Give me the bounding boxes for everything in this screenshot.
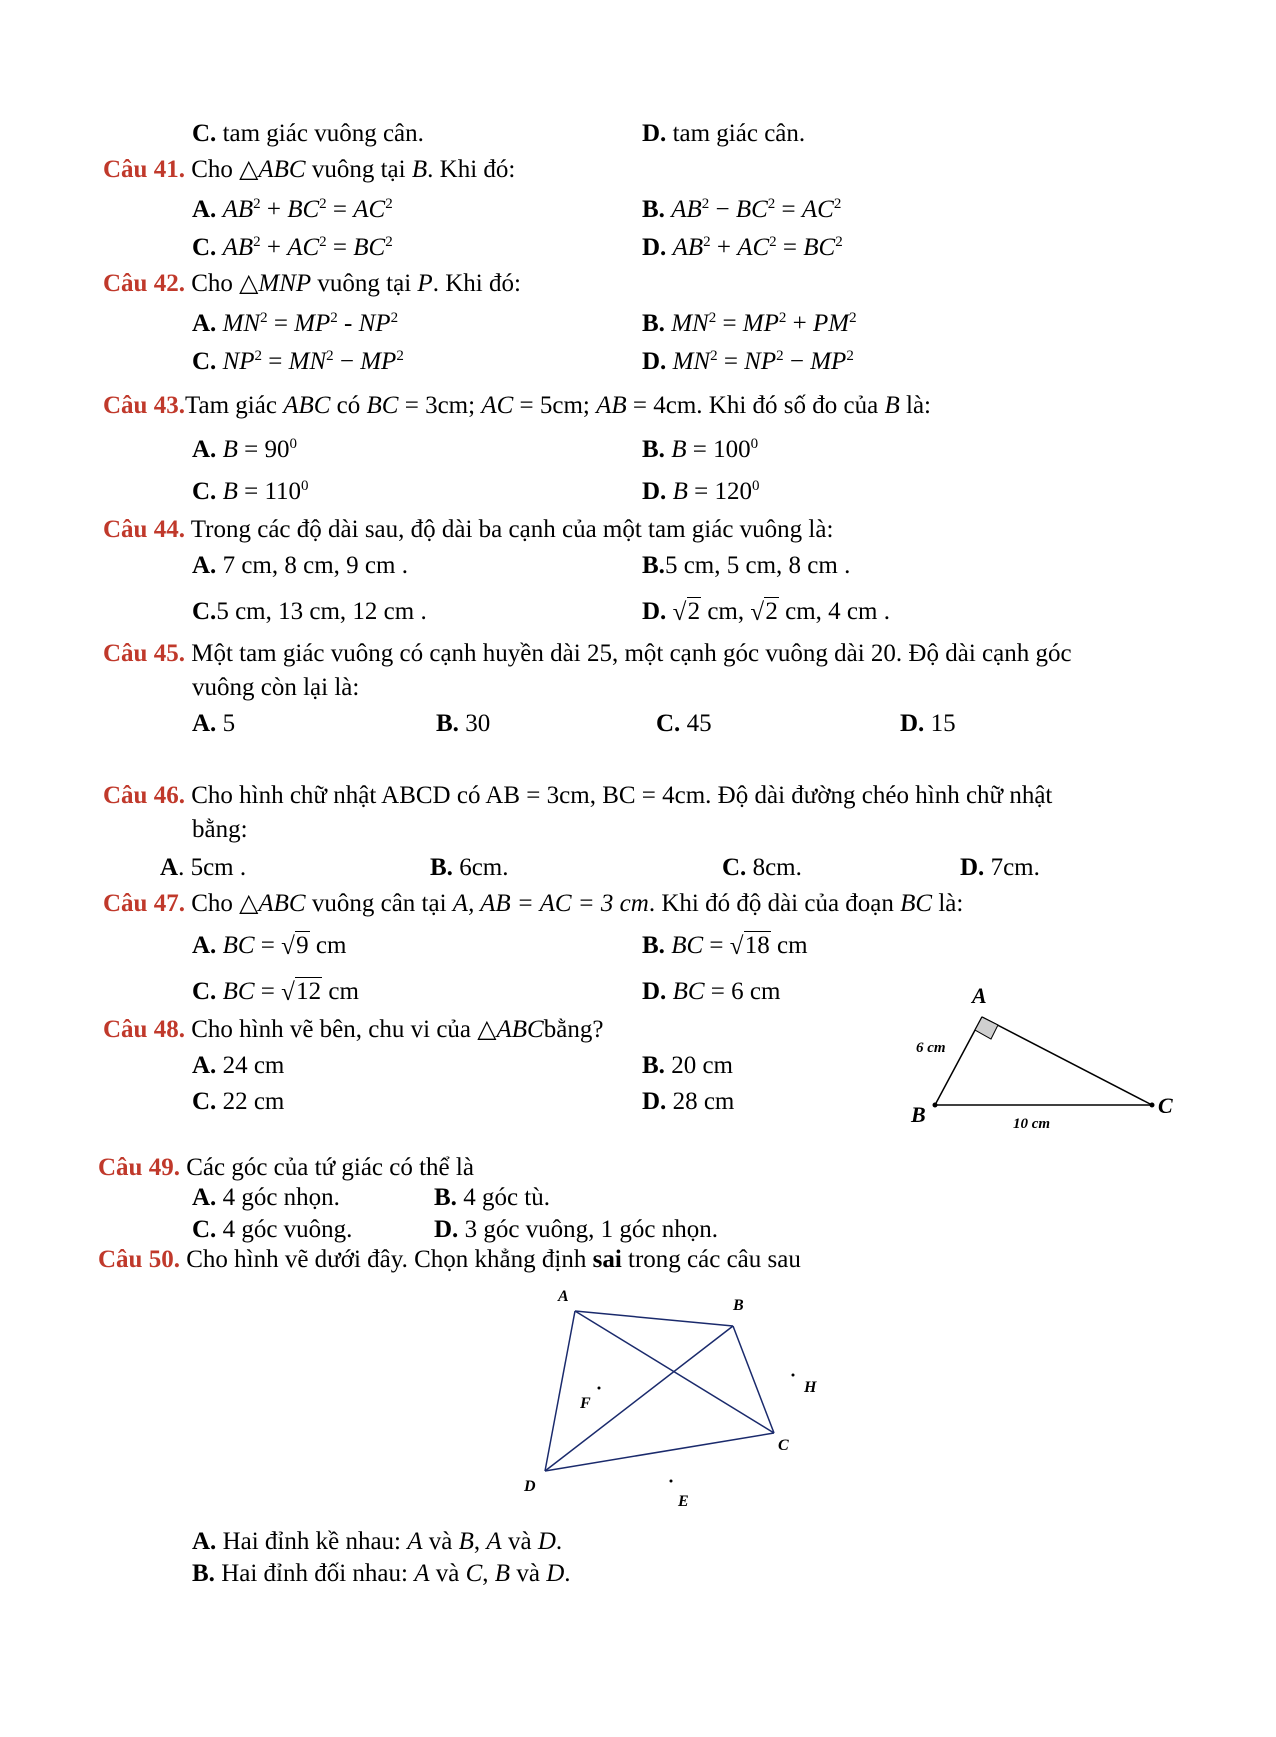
q45-question: Câu 45. Một tam giác vuông có cạnh huyền dài 25, một cạnh góc vuông dài 20. Độ dài cạnh góc: [103, 640, 1072, 667]
q49-option-d: D. 3 góc vuông, 1 góc nhọn.: [434, 1216, 719, 1243]
q42-question: Câu 42. Cho △MNP vuông tại P. Khi đó:: [103, 270, 521, 297]
q44-option-b: B.5 cm, 5 cm, 8 cm .: [642, 552, 851, 579]
q41-option-d: D. $AB^2 + AC^2 = BC^2$: [642, 234, 843, 261]
point-f: [598, 1387, 601, 1390]
q44-option-d: D. √ 2 cm, √ 2 cm, 4 cm .: [642, 598, 890, 626]
right-angle-mark: [975, 1017, 998, 1039]
q45-question-cont: vuông còn lại là:: [192, 674, 360, 701]
quadrilateral-figure: [500, 1270, 860, 1530]
q46-option-b: B. 6cm.: [430, 854, 509, 881]
q41-option-c: C. $AB^2 + AC^2 = BC^2$: [192, 234, 393, 261]
q46-option-a: A. 5cm .: [160, 854, 247, 881]
q43-option-c: C. $B = 110^0$: [192, 478, 309, 505]
sqrt-18: √ 18: [729, 932, 770, 960]
side-ac: [982, 1017, 1152, 1105]
q50-question: Câu 50. Cho hình vẽ dưới đây. Chọn khẳng định sai trong các câu sau: [98, 1246, 801, 1273]
sqrt-2: √ 2: [672, 598, 701, 626]
label-b: B: [733, 1297, 744, 1314]
q47-option-c: C. BC = √ 12 cm: [192, 978, 359, 1006]
q41-question: Câu 41. Cho △ABC vuông tại B. Khi đó:: [103, 156, 516, 183]
q44-option-c: C.5 cm, 13 cm, 12 cm .: [192, 598, 427, 625]
q43-option-d: D. $B = 120^0$: [642, 478, 760, 505]
q42-option-c: C. $NP^2 = MN^2 - MP^2$: [192, 348, 404, 375]
q41-option-a: A. $AB^2 + BC^2 = AC^2$: [192, 196, 393, 223]
q46-question: Câu 46. Cho hình chữ nhật ABCD có AB = 3cm, BC = 4cm. Độ dài đường chéo hình chữ nhật: [103, 782, 1053, 809]
side-cd: [545, 1433, 774, 1471]
sqrt-9: √ 9: [281, 932, 309, 960]
diagonal-bd: [545, 1326, 733, 1471]
q49-option-b: B. 4 góc tù.: [434, 1184, 550, 1211]
q49-option-a: A. 4 góc nhọn.: [192, 1184, 340, 1211]
q44-option-a: A. 7 cm, 8 cm, 9 cm .: [192, 552, 408, 579]
q43-option-b: B. $B = 100^0$: [642, 436, 759, 463]
point-b: [933, 1103, 938, 1108]
q50-option-b: B. Hai đỉnh đối nhau: A và C, B và D.: [192, 1560, 571, 1587]
q46-option-d: D. 7cm.: [960, 854, 1040, 881]
q40-option-c: C. tam giác vuông cân.: [192, 120, 424, 147]
q42-option-a: A. $MN^2 = MP^2 - NP^2$: [192, 310, 399, 337]
q45-option-b: B. 30: [436, 710, 491, 737]
q48-option-b: B. 20 cm: [642, 1052, 733, 1079]
q49-question: Câu 49. Các góc của tứ giác có thể là: [98, 1154, 474, 1181]
q43-question: Câu 43.Tam giác ABC có BC = 3cm; AC = 5cm; AB = 4cm. Khi đó số đo của B là:: [103, 392, 931, 419]
q41-option-b: B. $AB^2 - BC^2 = AC^2$: [642, 196, 842, 223]
q48-option-d: D. 28 cm: [642, 1088, 735, 1115]
q47-option-d: D. BC = 6 cm: [642, 978, 781, 1005]
side-bc: [733, 1326, 774, 1433]
point-h: [792, 1374, 795, 1377]
q47-option-b: B. BC = √ 18 cm: [642, 932, 808, 960]
label-c: C: [1158, 1093, 1173, 1118]
q45-option-c: C. 45: [656, 710, 712, 737]
q47-question: Câu 47. Cho △ABC vuông cân tại A, AB = AC = 3 cm. Khi đó độ dài của đoạn BC là:: [103, 890, 964, 917]
q46-question-cont: bằng:: [192, 816, 248, 843]
q43-option-a: A. $B = 90^0$: [192, 436, 297, 463]
label-h: H: [804, 1379, 817, 1396]
label-b: B: [911, 1102, 926, 1127]
label-e: E: [678, 1493, 689, 1510]
right-triangle-figure: [890, 975, 1210, 1145]
q45-option-a: A. 5: [192, 710, 236, 737]
q47-option-a: A. BC = √ 9 cm: [192, 932, 347, 960]
q48-option-c: C. 22 cm: [192, 1088, 285, 1115]
label-ab-length: 6 cm: [916, 1040, 946, 1056]
q42-option-b: B. $MN^2 = MP^2 + PM^2$: [642, 310, 857, 337]
label-a: A: [972, 983, 987, 1008]
point-c: [1150, 1103, 1155, 1108]
q46-option-c: C. 8cm.: [722, 854, 802, 881]
side-da: [545, 1311, 575, 1471]
q48-question: Câu 48. Cho hình vẽ bên, chu vi của △ABCbằng?: [103, 1016, 604, 1043]
q44-question: Câu 44. Trong các độ dài sau, độ dài ba cạnh của một tam giác vuông là:: [103, 516, 834, 543]
side-ab: [575, 1311, 733, 1326]
q42-option-d: D. $MN^2 = NP^2 - MP^2$: [642, 348, 854, 375]
q50-option-a: A. Hai đỉnh kề nhau: A và B, A và D.: [192, 1528, 563, 1555]
label-a: A: [558, 1288, 569, 1305]
q49-option-c: C. 4 góc vuông.: [192, 1216, 353, 1243]
point-e: [670, 1480, 673, 1483]
q45-option-d: D. 15: [900, 710, 956, 737]
label-bc-length: 10 cm: [1013, 1116, 1051, 1132]
sqrt-12: √ 12: [281, 978, 322, 1006]
q40-option-d: D. tam giác cân.: [642, 120, 806, 147]
sqrt-2: √ 2: [750, 598, 778, 626]
label-c: C: [778, 1437, 789, 1454]
q48-option-a: A. 24 cm: [192, 1052, 285, 1079]
label-f: F: [580, 1395, 591, 1412]
label-d: D: [524, 1478, 536, 1495]
